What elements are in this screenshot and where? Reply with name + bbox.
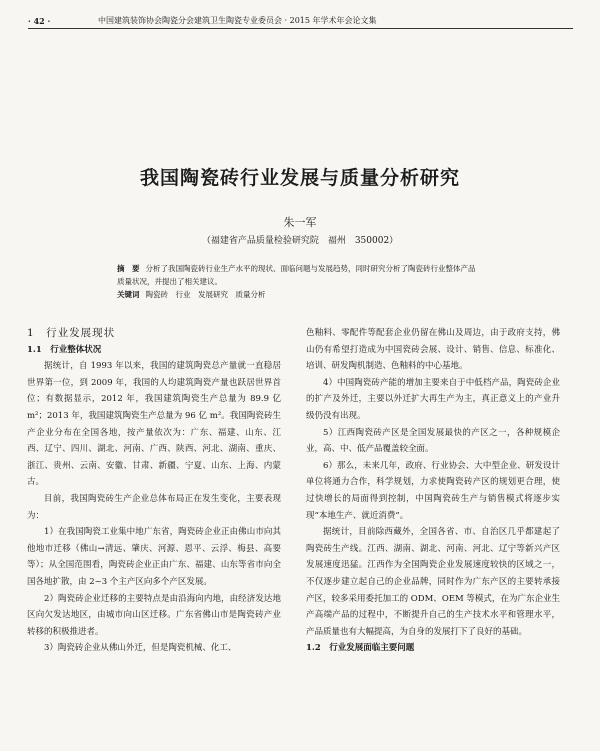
abstract-label: 摘 要 xyxy=(117,264,140,273)
subsection-heading: 1.2 行业发展面临主要问题 xyxy=(306,643,415,654)
right-column xyxy=(306,325,560,657)
keywords-label: 关键词 xyxy=(117,290,140,299)
paragraph: 目前，我国陶瓷砖生产企业总体布局正在发生变化，主要表现为： xyxy=(27,493,281,521)
paragraph: 3）陶瓷砖企业从佛山外迁，但是陶瓷机械、化工、 xyxy=(44,643,237,654)
paragraph: 4）中国陶瓷砖产能的增加主要来自于中低档产品，陶瓷砖企业的扩产及外迁，主要以外迁扩大再生产为主，真正意义上的产业升级仍没有出现。 xyxy=(306,377,560,421)
paragraph: 2）陶瓷砖企业迁移的主要特点是由沿海向内地，由经济发达地区向欠发达地区，由城市向山区迁移。广东省佛山市是陶瓷砖产业转移的积极推进者。 xyxy=(27,593,281,637)
author: 朱一军 xyxy=(283,216,317,229)
paragraph: 1）在我国陶瓷工业集中地广东省，陶瓷砖企业正由佛山市向其他地市迁移（佛山→清远、肇庆、河源、恩平、云浮、梅县、高要等）；从全国范围看，陶瓷砖企业正由广东、福建、山东等省市向全国各地扩散，由 2~3 个主产区向多个产区发展。 xyxy=(27,527,281,587)
left-column xyxy=(27,325,281,657)
affiliation: （福建省产品质量检验研究院 福州 350002） xyxy=(201,236,399,246)
paragraph: 据统计，自 1993 年以来，我国的建筑陶瓷总产量就一直稳居世界第一位，到 2009 年，我国的人均建筑陶瓷产量也跃居世界首位；有数据显示，2012 年，我国建筑陶瓷生产总量为 89.9 亿 m²；2013 年，我国建筑陶瓷生产总量为 96 亿 m²。我国陶瓷砖生产企业分布在全国各地，按产量依次为：广东、福建、山东、江西、辽宁、四川、湖北、河南、广西、陕西、河北、湖南、重庆、浙江、贵州、云南、安徽、甘肃、新疆、宁夏、山东、上海、内蒙古。 xyxy=(27,361,281,488)
keywords-text: 陶瓷砖 行业 发展研究 质量分析 xyxy=(145,290,266,299)
running-header xyxy=(28,14,573,29)
keywords xyxy=(117,288,482,301)
paragraph: 色釉料、零配件等配套企业仍留在佛山及周边，由于政府支持，佛山仍有希望打造成为中国瓷砖会展、设计、销售、信息、标准化、培训、研发陶机制造、色釉料的中心基地。 xyxy=(306,328,560,372)
abstract-text: 分析了我国陶瓷砖行业生产水平的现状、面临问题与发展趋势，同时研究分析了陶瓷砖行业整体产品质量状况，并提出了相关建议。 xyxy=(117,264,476,286)
paragraph: 6）那么，未来几年，政府、行业协会、大中型企业、研发设计单位将通力合作，科学规划，力求使陶瓷砖产区的规划更合理，使过快增长的局面得到控制，中国陶瓷砖生产与销售模式将逐步实现“本地生产、就近消费”。 xyxy=(306,460,560,521)
abstract-block xyxy=(117,262,482,301)
paragraph: 据统计，目前除西藏外，全国各省、市、自治区几乎都建起了陶瓷砖生产线。江西、湖南、湖北、河南、河北、辽宁等新兴产区发展速度迅猛。江西作为全国陶瓷企业发展速度较快的区域之一，不仅逐步建立起自己的企业品牌，同时作为广东产区的主要转承接产区，较多采用委托加工的 ODM、OEM 等模式，在为广东企业生产高端产品的过程中，不断提升自己的生产技术水平和管理水平，产品质量也有大幅提高，为自身的发展打下了良好的基础。 xyxy=(306,527,560,637)
section-heading: 1 行业发展现状 xyxy=(27,327,116,339)
paragraph: 5）江西陶瓷砖产区是全国发展最快的产区之一，各种规模企业，高、中、低产品覆盖较全面。 xyxy=(306,427,560,455)
running-title: 中国建筑装饰协会陶瓷分会建筑卫生陶瓷专业委员会 · 2015 年学术年会论文集 xyxy=(98,16,377,25)
abstract xyxy=(117,262,482,288)
page-number: · 42 · xyxy=(28,16,51,26)
paper-title: 我国陶瓷砖行业发展与质量分析研究 xyxy=(139,167,460,189)
subsection-heading: 1.1 行业整体状况 xyxy=(27,344,102,355)
